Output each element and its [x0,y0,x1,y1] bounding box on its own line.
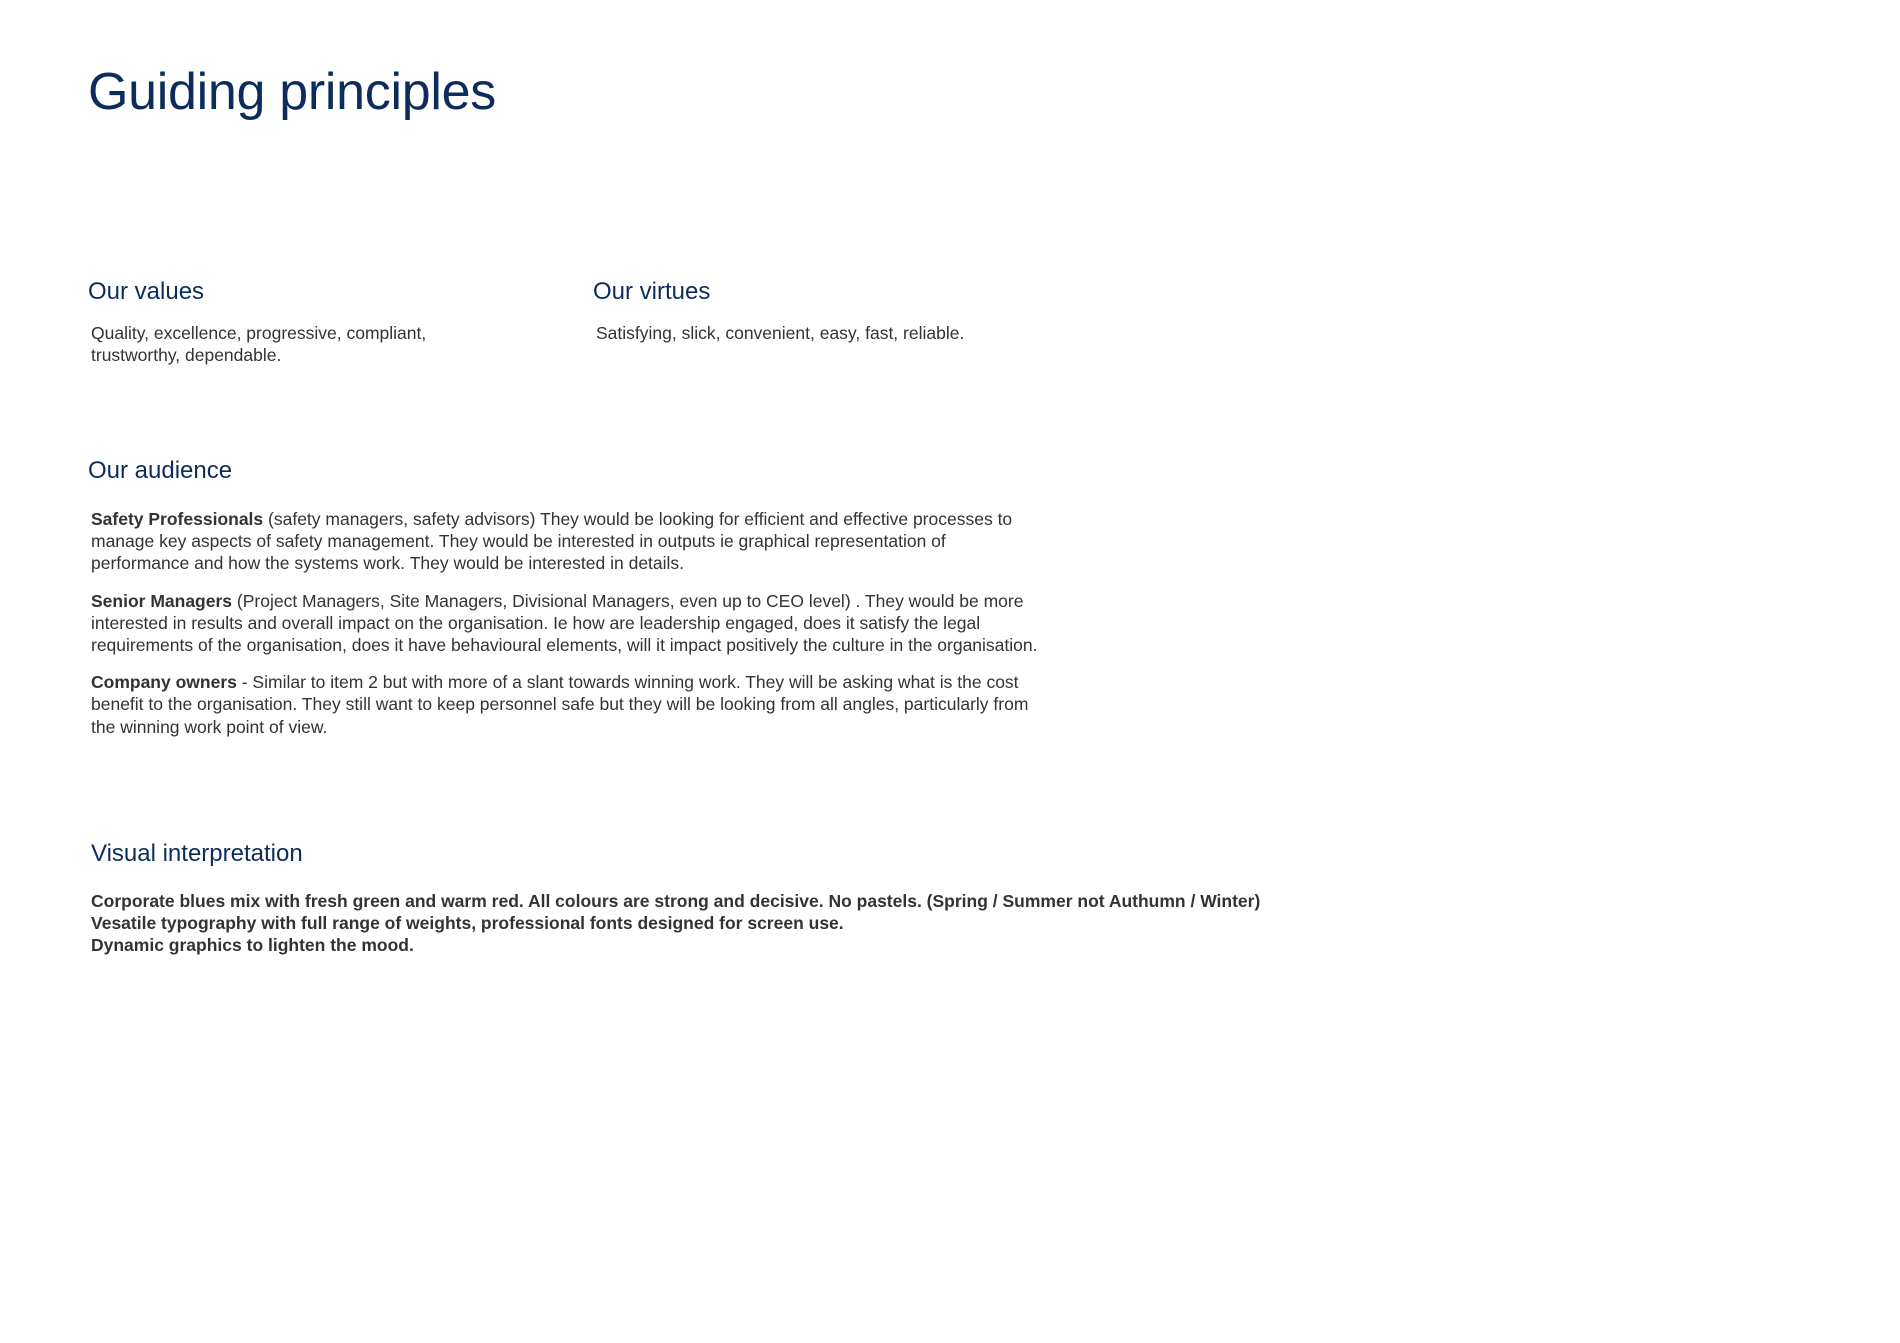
visual-lines [91,890,1541,957]
virtues-text: Satisfying, slick, convenient, easy, fast, reliable. [596,323,965,343]
visual-heading: Visual interpretation [91,840,303,867]
audience-item-senior-managers [91,590,1041,657]
audience-heading: Our audience [88,457,233,484]
visual-line: Corporate blues mix with fresh green and warm red. All colours are strong and decisive. No pastels. (Spring / Summer not Authumn / Winter) [91,891,1261,911]
audience-list [91,508,1041,753]
visual-line: Dynamic graphics to lighten the mood. [91,935,414,956]
audience-item-company-owners [91,671,1041,738]
audience-item-description: (safety managers, safety advisors) They would be looking for efficient and effective processes to manage key aspects of safety management. They would be interested in outputs ie graphical representation of performance and how the systems work. They would be interested in details. [91,509,1013,574]
values-heading: Our values [88,278,205,305]
audience-item-name: Senior Managers [91,590,233,611]
audience-item-name: Safety Professionals [91,509,264,529]
audience-item-name: Company owners [91,672,237,693]
audience-item-description: - Similar to item 2 but with more of a slant towards winning work. They will be asking what is the cost benefit to the organisation. They still want to keep personnel safe but they will be looking from all angles, particularly from the winning work point of view. [91,672,1029,737]
visual-line: Vesatile typography with full range of weights, professional fonts designed for screen use. [91,913,844,934]
audience-item-safety-professionals [91,508,1041,575]
page-title: Guiding principles [88,63,496,121]
virtues-heading: Our virtues [593,278,711,305]
audience-item-description: (Project Managers, Site Managers, Divisional Managers, even up to CEO level) . They would be more interested in results and overall impact on the organisation. Ie how are leadership engaged, does it satisfy the legal requirements of the organisation, does it have behavioural elements, will it impact positively the culture in the organisation. [91,590,1038,656]
values-text: Quality, excellence, progressive, compliant, trustworthy, dependable. [91,323,427,366]
